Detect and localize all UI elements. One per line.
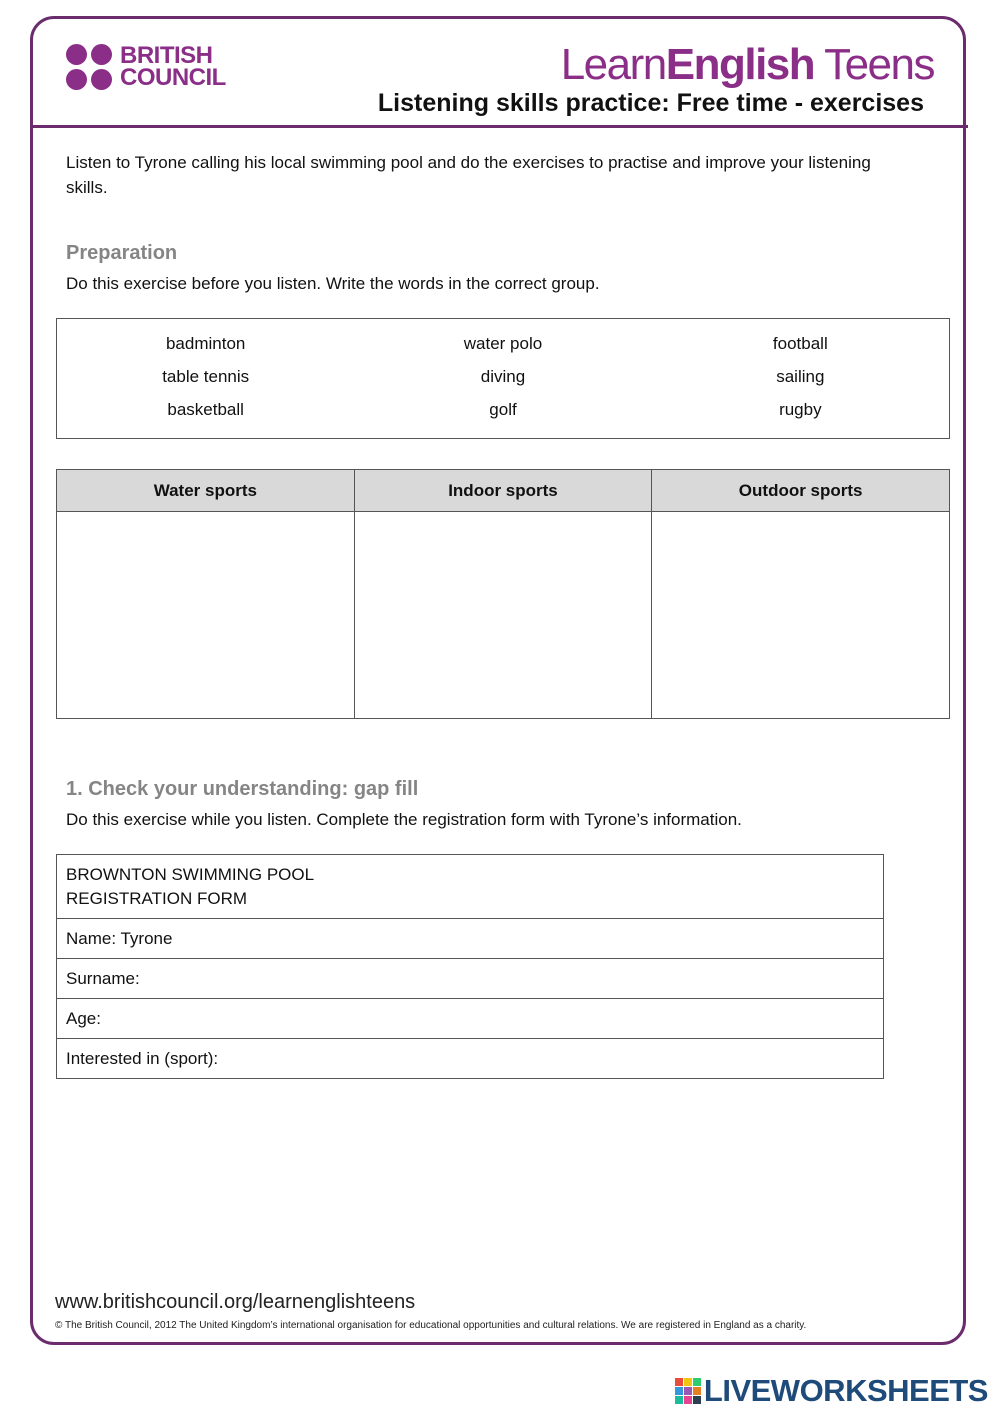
form-row-age[interactable]: Age: (57, 999, 884, 1039)
logo-dots-icon (66, 44, 112, 90)
word-item: sailing (776, 367, 825, 386)
footer-copyright: © The British Council, 2012 The United Kingdom’s international organisation for educational opportunities and cultural relations. We are registered in England as a charity. (55, 1320, 807, 1331)
form-row-surname[interactable]: Surname: (57, 959, 884, 999)
footer-url[interactable]: www.britishcouncil.org/learnenglishteens (55, 1291, 416, 1313)
word-box (56, 318, 950, 439)
liveworksheets-watermark (675, 1373, 988, 1409)
word-item: football (772, 334, 828, 353)
form-title-line-2: REGISTRATION FORM (66, 888, 248, 908)
brand-teens: Teens (814, 40, 934, 89)
british-council-logo (66, 44, 226, 90)
indoor-sports-answer-cell[interactable] (354, 512, 652, 719)
word-item: water polo (463, 334, 543, 353)
form-row-name[interactable]: Name: Tyrone (57, 919, 884, 959)
preparation-title: Preparation (66, 242, 178, 264)
water-sports-answer-cell[interactable] (57, 512, 355, 719)
page-title: Listening skills practice: Free time - exercises (377, 89, 924, 117)
brand-english: English (665, 40, 815, 89)
registration-form (56, 854, 884, 1079)
logo-line-1: BRITISH (120, 42, 213, 69)
preparation-instruction: Do this exercise before you listen. Write the words in the correct group. (66, 274, 600, 293)
gap-fill-title: 1. Check your understanding: gap fill (66, 778, 419, 800)
sports-table (56, 469, 950, 719)
header-indoor-sports: Indoor sports (354, 470, 652, 512)
word-item: badminton (165, 334, 246, 353)
logo-line-2: COUNCIL (120, 64, 226, 91)
header-water-sports: Water sports (57, 470, 355, 512)
header-outdoor-sports: Outdoor sports (652, 470, 950, 512)
word-item: diving (480, 367, 526, 386)
word-item: table tennis (162, 367, 250, 386)
form-title-line-1: BROWNTON SWIMMING POOL (66, 864, 315, 884)
outdoor-sports-answer-cell[interactable] (652, 512, 950, 719)
form-row-interested-in[interactable]: Interested in (sport): (57, 1039, 884, 1079)
intro-text: Listen to Tyrone calling his local swimming pool and do the exercises to practise and improve your listening skills. (66, 153, 871, 197)
gap-fill-instruction: Do this exercise while you listen. Complete the registration form with Tyrone’s information. (66, 810, 742, 829)
header-divider (30, 125, 968, 128)
word-item: golf (489, 400, 517, 419)
word-item: basketball (167, 400, 244, 419)
liveworksheets-text: LIVEWORKSHEETS (703, 1373, 988, 1408)
word-item: rugby (779, 400, 822, 419)
brand-learn: Learn (560, 40, 666, 89)
liveworksheets-icon (675, 1378, 701, 1404)
learnenglish-teens-brand (561, 40, 934, 90)
form-title-cell (57, 855, 884, 919)
